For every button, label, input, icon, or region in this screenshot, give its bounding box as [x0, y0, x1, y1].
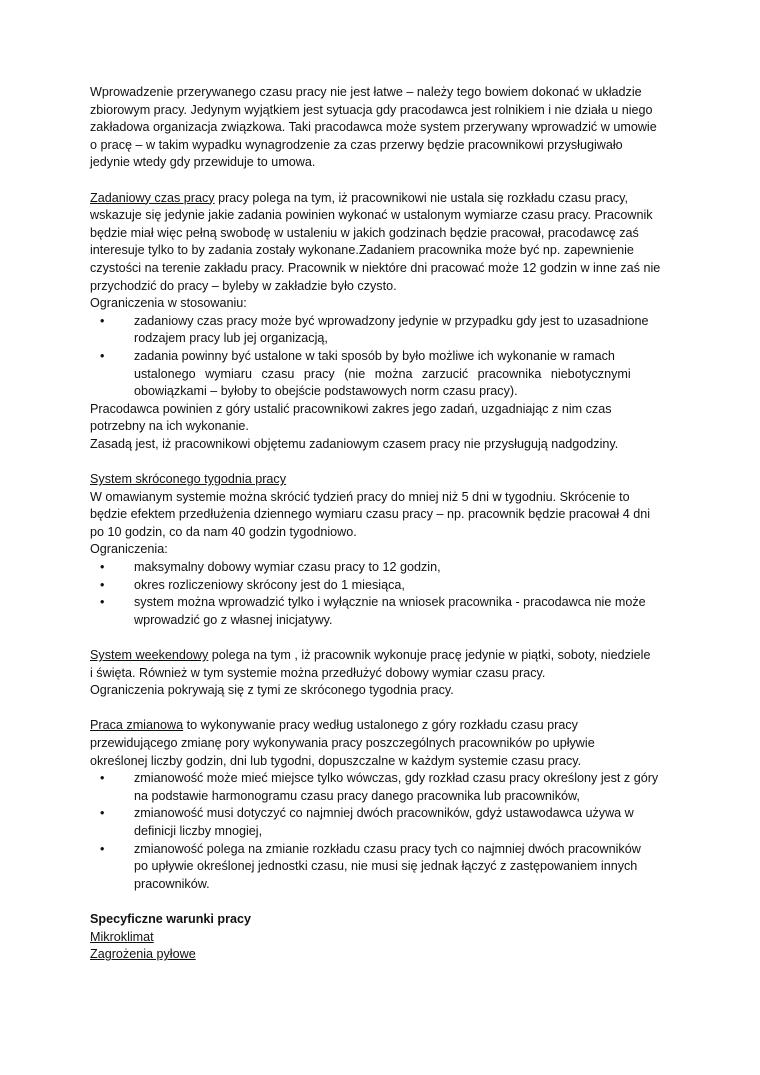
- list-item: • okres rozliczeniowy skrócony jest do 1 miesiąca,: [90, 577, 670, 595]
- section-task-based-work-time: [90, 190, 670, 454]
- text-line: interesuje tylko to by zadania zostały wykonane.Zadaniem pracownika może być np. zapewnienie: [90, 243, 634, 258]
- text-line: zakładowa organizacja związkowa. Taki pracodawca może system przerywany wprowadzić w umowie: [90, 120, 657, 135]
- text-line: o pracę – w takim wypadku wynagrodzenie za czas przerwy będzie pracownikowi przysługiwało: [90, 137, 623, 152]
- text-line: Zadaniowy czas pracy pracy polega na tym, iż pracownikowi nie ustala się rozkładu czasu pracy,: [90, 190, 629, 205]
- list-item: • zmianowość może mieć miejsce tylko wówczas, gdy rozkład czasu pracy określony jest z góry na podstawie harmonogramu czasu pracy danego pracownika lub pracowników,: [100, 771, 659, 803]
- bullet-icon: •: [100, 595, 105, 610]
- text-line: Pracodawca powinien z góry ustalić pracownikowi zakres jego zadań, uzgadniając z nim czas: [90, 401, 612, 416]
- section-heading-weekend: System weekendowy: [90, 648, 209, 662]
- text-line: będzie miał więc pełną swobodę w ustaleniu w jakich godzinach będzie pracował, pracodawcę zaś: [90, 225, 639, 240]
- text-line: jedynie wtedy gdy przewiduje to umowa.: [90, 155, 316, 170]
- bullet-icon: •: [100, 806, 105, 821]
- section-heading-shift-work: Praca zmianowa: [90, 718, 184, 733]
- text-line: Praca zmianowa to wykonywanie pracy według ustalonego z góry rozkładu czasu pracy: [90, 718, 578, 733]
- section-heading-specific-conditions: Specyficzne warunki pracy: [90, 911, 251, 926]
- list-item: • zmianowość polega na zmianie rozkładu czasu pracy tych co najmniej dwóch pracowników po upływie określonej jednostki czasu, nie musi się jednak łączyć z zastępowaniem innych pracowników.: [100, 841, 641, 891]
- link-zagrozenia-pylowe[interactable]: Zagrożenia pyłowe: [90, 947, 196, 962]
- text-line: przychodzić do pracy – byleby w zakładzie było czysto.: [90, 278, 397, 293]
- bullet-icon: •: [100, 560, 105, 575]
- section-shortened-week: [90, 471, 670, 629]
- bullet-icon: •: [100, 577, 105, 592]
- text-line: określonej liczby godzin, dni lub tygodni, dopuszczalne w każdym systemie czasu pracy.: [90, 753, 582, 768]
- bullet-icon: •: [100, 841, 105, 856]
- list-item: • zadaniowy czas pracy może być wprowadzony jedynie w przypadku gdy jest to uzasadnione rodzajem pracy lub jej organizacją,: [100, 313, 649, 346]
- text-line: zbiorowym pracy. Jedynym wyjątkiem jest sytuacja gdy pracodawca jest rolnikiem i nie działa u niego: [90, 102, 653, 117]
- text-line: Wprowadzenie przerywanego czasu pracy nie jest łatwe – należy tego bowiem dokonać w układzie: [90, 85, 642, 99]
- text-line: Zasadą jest, iż pracownikowi objętemu zadaniowym czasem pracy nie przysługują nadgodziny.: [90, 436, 619, 451]
- bullet-icon: •: [100, 771, 105, 786]
- text-line: i święta. Również w tym systemie można przedłużyć dobowy wymiar czasu pracy.: [90, 665, 546, 680]
- bullet-list: [90, 559, 670, 629]
- list-item: • system można wprowadzić tylko i wyłącznie na wniosek pracownika - pracodawca nie może wprowadzić go z własnej inicjatywy.: [100, 595, 646, 627]
- section-heading-shortened-week: System skróconego tygodnia pracy: [90, 472, 287, 487]
- list-item: • maksymalny dobowy wymiar czasu pracy to 12 godzin,: [90, 559, 670, 577]
- text-line: Ograniczenia pokrywają się z tymi ze skróconego tygodnia pracy.: [90, 683, 454, 698]
- bullet-list: [90, 770, 670, 893]
- text-line: po 10 godzin, co da nam 40 godzin tygodniowo.: [90, 524, 357, 539]
- section-specific-conditions: [90, 911, 670, 964]
- section-shift-work: [90, 717, 670, 893]
- section-heading-task-based: Zadaniowy czas pracy: [90, 190, 215, 205]
- bullet-icon: •: [100, 348, 105, 363]
- section-weekend-system: [90, 647, 670, 700]
- text-line: System weekendowy polega na tym , iż pracownik wykonuje pracę jedynie w piątki, soboty, niedziele: [90, 648, 651, 662]
- intro-paragraph: [90, 84, 670, 172]
- text-line: będzie efektem przedłużenia dziennego wymiaru czasu pracy – np. pracownik będzie pracował 4 dni: [90, 507, 651, 522]
- text-line: potrzebny na ich wykonanie.: [90, 419, 249, 434]
- link-mikroklimat[interactable]: Mikroklimat: [90, 929, 154, 944]
- limits-label: Ograniczenia:: [90, 542, 168, 557]
- list-item: • zmianowość musi dotyczyć co najmniej dwóch pracowników, gdyż ustawodawca używa w definicji liczby mnogiej,: [100, 806, 634, 838]
- limits-label: Ograniczenia w stosowaniu:: [90, 296, 247, 311]
- text-line: W omawianym systemie można skrócić tydzień pracy do mniej niż 5 dni w tygodniu. Skrócenie to: [90, 489, 630, 504]
- bullet-icon: •: [100, 313, 105, 328]
- bullet-list: [90, 313, 670, 401]
- text-line: wskazuje się jedynie jakie zadania powinien wykonać w ustalonym wymiarze czasu pracy. Pracownik: [90, 208, 653, 223]
- text-line: przewidującego zmianę pory wykonywania pracy poszczególnych pracowników po upływie: [90, 735, 595, 750]
- text-line: czystości na terenie zakładu pracy. Pracownik w niektóre dni pracować może 12 godzin w inne zaś nie: [90, 260, 661, 275]
- list-item: • zadania powinny być ustalone w taki sposób by było możliwe ich wykonanie w ramach ustalonego wymiaru czasu pracy (nie można zarzucić pracownika niebotycznymi obowiązkami – byłoby to obejście podstawowych norm czasu pracy).: [100, 348, 631, 399]
